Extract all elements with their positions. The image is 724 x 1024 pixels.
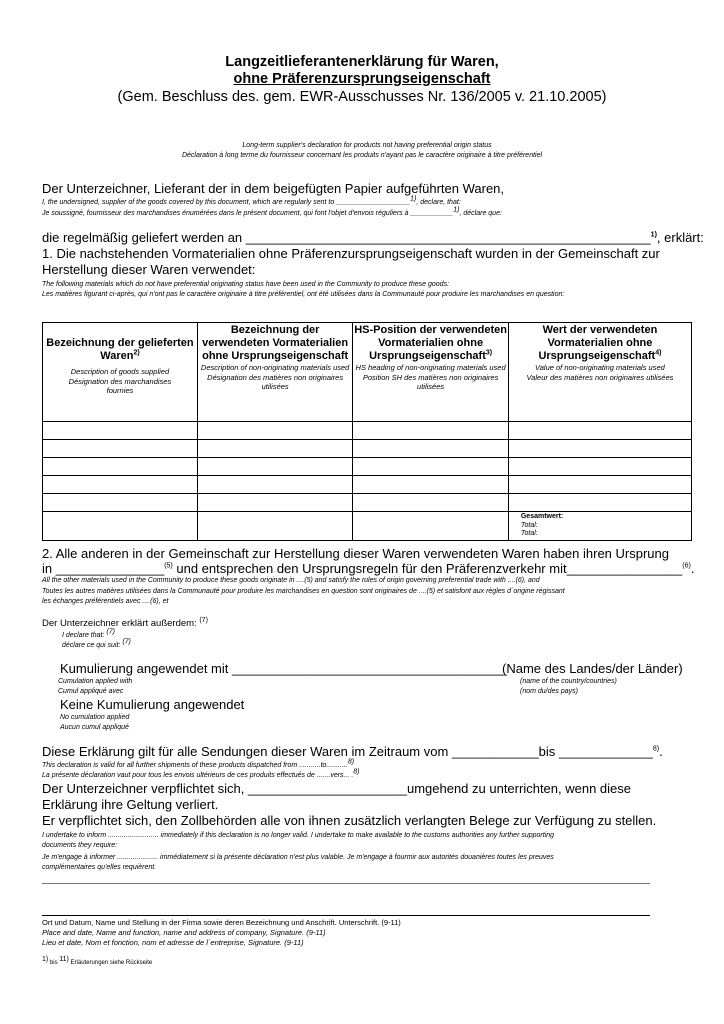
- table-cell[interactable]: [353, 458, 509, 476]
- cumulation-applied-en: Cumulation applied with: [58, 678, 133, 685]
- section1-fr: Les matières figurant ci-après, qui n'ont pas le caractère originaire à titre préférentiel, ont été utilisées dans la Communauté pour produire les marchandises en question:: [42, 291, 565, 298]
- form-subtitle-en: Long-term supplier's declaration for products not having preferential origin status: [242, 142, 492, 149]
- declare-en: I declare that: $^{(7)}$: [62, 628, 115, 639]
- table-row: [43, 422, 692, 440]
- undertake-en-line1: I undertake to inform .......................... immediately if this declaration is no longer valid. I undertake to make available to the customs authorities any further supporting: [42, 832, 555, 839]
- table-cell[interactable]: [43, 494, 198, 512]
- validity-fr: La présente déclaration vaut pour tous les envois ultérieurs de ces produits effectués de .......vers... .$^{8)}$: [42, 768, 360, 779]
- declare-fr: déclare ce qui suit: $^{(7)}$: [62, 638, 131, 649]
- section1-en: The following materials which do not have preferential originating status have been used in the Community to produce these goods:: [42, 281, 450, 288]
- table-cell[interactable]: [197, 476, 352, 494]
- table-cell[interactable]: [508, 440, 691, 458]
- form-title-line2: ohne Präferenzursprungseigenschaft: [233, 71, 491, 87]
- section2-en: All the other materials used in the Community to produce these goods originate in ....(5) and satisfy the rules of origin governing preferential trade with ....(6), and: [42, 577, 540, 584]
- no-cumulation-option[interactable]: Keine Kumulierung angewendet: [60, 697, 245, 712]
- total-label-en: Total:: [520, 521, 538, 529]
- undertake-de-line1: Der Unterzeichner verpflichtet sich, ______________________umgehend zu unterrichten, wenn diese: [42, 781, 632, 796]
- section2-fr-line2: les échanges préférentiels avec ....(6), et: [42, 598, 169, 605]
- cumulation-country-fr: (nom du/des pays): [520, 688, 578, 695]
- table-cell[interactable]: [353, 422, 509, 440]
- no-cumulation-en: No cumulation applied: [60, 714, 130, 721]
- total-value-cell[interactable]: [508, 512, 691, 541]
- table-cell[interactable]: [353, 494, 509, 512]
- table-cell[interactable]: [43, 476, 198, 494]
- signature-label-fr: Lieu et date, Nom et fonction, nom et adresse de l´entreprise, Signature. (9-11): [42, 938, 304, 947]
- table-cell[interactable]: [43, 440, 198, 458]
- section2-fr-line1: Toutes les autres matières utilisées dans la Communauté pour produire les marchandises en question sont originaires de ....(5) et satisfont aux règles d´origine régissant: [42, 588, 565, 595]
- table-cell[interactable]: [43, 422, 198, 440]
- intro-de-recipient: die regelmäßig geliefert werden an ________________________________________________________$^{1)}$, erklärt:: [42, 230, 704, 245]
- signature-label-en: Place and date, Name and function, name and address of company, Signature. (9-11): [42, 928, 326, 937]
- form-subtitle-fr: Déclaration à long terme du fournisseur concernant les produits n'ayant pas le caractère originaire à titre préférentiel: [181, 152, 543, 159]
- cumulation-country-en: (name of the country/countries): [520, 678, 617, 685]
- table-total-row: [43, 512, 692, 541]
- intro-de: Der Unterzeichner, Lieferant der in dem beigefügten Papier aufgeführten Waren,: [42, 181, 505, 196]
- cumulation-applied-fr: Cumul appliqué avec: [58, 688, 124, 695]
- table-cell[interactable]: [197, 458, 352, 476]
- table-cell[interactable]: [353, 512, 509, 541]
- table-cell[interactable]: [353, 440, 509, 458]
- cumulation-country-label: (Name des Landes/der Länder): [502, 661, 683, 676]
- table-row: [43, 494, 692, 512]
- column-header-goods: Bezeichnung der gelieferten Waren$^{2)}$ Description of goods supplied Désignation des marchandises fournies: [43, 323, 198, 422]
- table-cell[interactable]: [197, 440, 352, 458]
- form-title: Langzeitlieferantenerklärung für Waren,: [225, 54, 499, 70]
- column-header-materials: Bezeichnung der verwendeten Vormaterialien ohne Ursprungseigenschaft Description of non-originating materials used Désignation des matières non originaires utilisées: [197, 323, 352, 422]
- intro-fr: Je soussigné, fournisseur des marchandises énumérées dans le présent document, qui font l'objet d'envois réguliers à ___________$^{1)}$, déclare que:: [42, 206, 502, 217]
- separator-line: [42, 883, 650, 884]
- table-cell[interactable]: [353, 476, 509, 494]
- section2-de-line1: 2. Alle anderen in der Gemeinschaft zur Herstellung dieser Waren verwendeten Waren haben ihren Ursprung: [42, 546, 669, 561]
- table-cell[interactable]: [508, 458, 691, 476]
- signature-label-de: Ort und Datum, Name und Stellung in der Firma sowie deren Bezeichnung und Anschrift. Unterschrift. (9-11): [42, 918, 401, 927]
- form-reference: (Gem. Beschluss des. gem. EWR-Ausschusses Nr. 136/2005 v. 21.10.2005): [117, 89, 607, 105]
- cumulation-applied-option[interactable]: Kumulierung angewendet mit ______________________________________: [60, 661, 507, 676]
- intro-en: I, the undersigned, supplier of the goods covered by this document, which are regularly sent to ___________________$^{1)}$, declare, that:: [42, 195, 461, 206]
- table-row: [43, 440, 692, 458]
- undertake-de-line2: Erklärung ihre Geltung verliert.: [42, 797, 219, 812]
- total-label-fr: Total:: [520, 530, 538, 537]
- section1-de: 1. Die nachstehenden Vormaterialien ohne Präferenzursprungseigenschaft wurden in der Gemeinschaft zur Herstellung dieser Waren verwendet:: [42, 246, 660, 277]
- column-header-hs-position: HS-Position der verwendeten Vormaterialien ohne Ursprungseigenschaft$^{3)}$ HS heading of non-originating materials used Position SH des matières non originaires utilisées: [353, 323, 509, 422]
- table-cell[interactable]: [508, 422, 691, 440]
- table-cell[interactable]: [508, 494, 691, 512]
- table-cell[interactable]: [43, 458, 198, 476]
- validity-en: This declaration is valid for all further shipments of these products dispatched from ...........to...........$^{8)}$: [42, 758, 355, 769]
- table-row: [43, 476, 692, 494]
- section2-de-line2: in _______________$^{(5)}$ und entsprechen den Ursprungsregeln für den Präferenzverkehr mit________________$^{(6)}$.: [42, 561, 695, 576]
- undertake-en-line2: documents they require:: [42, 842, 118, 849]
- table-row: [43, 458, 692, 476]
- materials-table: [42, 322, 692, 541]
- signature-line[interactable]: [42, 915, 650, 916]
- total-label-de: Gesamtwert:: [520, 513, 564, 520]
- undertake-de-line3: Er verpflichtet sich, den Zollbehörden alle von ihnen zusätzlich verlangten Belege zur Verfügung zu stellen.: [42, 813, 657, 828]
- table-cell[interactable]: [508, 476, 691, 494]
- table-cell[interactable]: [197, 512, 352, 541]
- no-cumulation-fr: Aucun cumul appliqué: [60, 724, 129, 731]
- undertake-fr-line1: Je m'engage à informer ..................... immédiatement si la présente déclaration n'est plus valable. Je m'engage à fourmir aux autorités douanières toutes les preuves: [42, 854, 554, 861]
- column-header-value: Wert der verwendeten Vormaterialien ohne Ursprungseigenschaft$^{4)}$ Value of non-originating materials used Valeur des matières non originaires utilisées: [508, 323, 691, 422]
- table-cell[interactable]: [197, 494, 352, 512]
- footnote: $^{1)}$ bis $^{11)}$ Erläuterungen siehe Rückseite: [42, 956, 153, 966]
- table-cell[interactable]: [43, 512, 198, 541]
- table-cell[interactable]: [197, 422, 352, 440]
- undertake-fr-line2: complémentaires qu'elles requièrent.: [42, 864, 157, 871]
- declare-de: Der Unterzeichner erklärt außerdem: $^{(7)}$: [42, 616, 208, 629]
- validity-de: Diese Erklärung gilt für alle Sendungen dieser Waren im Zeitraum vom ____________bis _____________$^{8)}$.: [42, 744, 663, 759]
